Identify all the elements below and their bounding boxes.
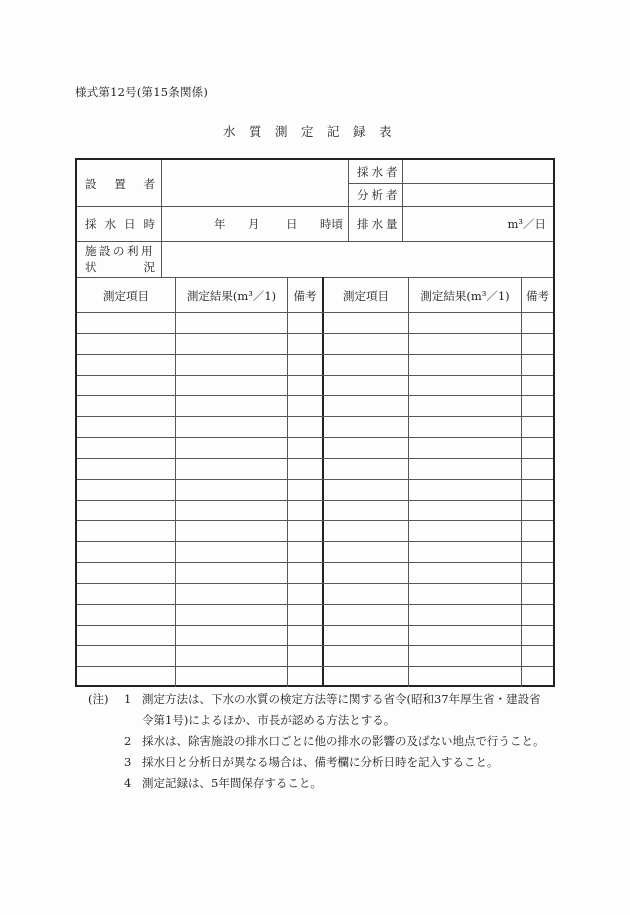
item-cell[interactable] (324, 563, 408, 583)
document-title (223, 122, 405, 140)
remarks-cell[interactable] (288, 646, 322, 666)
note-continuation (88, 710, 545, 731)
result-cell[interactable] (409, 521, 521, 541)
sampler-field[interactable] (403, 160, 553, 183)
result-cell[interactable] (176, 417, 287, 437)
title-char: 録 (353, 124, 366, 139)
item-cell[interactable] (77, 376, 175, 396)
note-text: 採水は、除害施設の排水口ごとに他の排水の影響の及ばない地点で行うこと。 (142, 734, 545, 748)
item-cell[interactable] (77, 501, 175, 521)
note-item (88, 731, 545, 752)
remarks-cell[interactable] (522, 480, 553, 500)
remarks-cell[interactable] (522, 605, 553, 625)
item-cell[interactable] (77, 480, 175, 500)
result-cell[interactable] (176, 355, 287, 375)
remarks-cell[interactable] (522, 396, 553, 416)
result-cell[interactable] (409, 646, 521, 666)
title-char: 表 (379, 124, 392, 139)
discharge-unit: m³／日 (507, 217, 546, 231)
label-char: 採 (85, 217, 97, 231)
item-cell[interactable] (324, 313, 408, 333)
remarks-cell[interactable] (288, 542, 322, 562)
sampling-datetime-label (85, 216, 155, 232)
result-cell[interactable] (176, 605, 287, 625)
remarks-cell[interactable] (522, 667, 553, 687)
notes (88, 689, 545, 794)
item-cell[interactable] (324, 501, 408, 521)
hour-unit: 時頃 (320, 217, 343, 231)
remarks-cell[interactable] (288, 501, 322, 521)
result-cell[interactable] (409, 417, 521, 437)
item-cell[interactable] (77, 438, 175, 458)
title-char: 測 (275, 124, 288, 139)
note-number: 2 (124, 734, 132, 748)
result-cell[interactable] (409, 563, 521, 583)
item-cell[interactable] (324, 584, 408, 604)
note-item (88, 773, 545, 794)
remarks-cell[interactable] (288, 334, 322, 354)
result-cell[interactable] (409, 334, 521, 354)
water-quality-record-table (75, 158, 555, 687)
result-cell[interactable] (176, 313, 287, 333)
item-cell[interactable] (77, 584, 175, 604)
remarks-cell[interactable] (288, 376, 322, 396)
label-char: 況 (143, 260, 155, 274)
item-cell[interactable] (77, 646, 175, 666)
remarks-cell[interactable] (522, 563, 553, 583)
result-cell[interactable] (176, 646, 287, 666)
result-cell[interactable] (409, 355, 521, 375)
result-cell[interactable] (409, 396, 521, 416)
remarks-cell[interactable] (522, 521, 553, 541)
remarks-cell[interactable] (522, 542, 553, 562)
item-cell[interactable] (77, 355, 175, 375)
result-cell[interactable] (409, 626, 521, 646)
result-cell[interactable] (176, 438, 287, 458)
result-cell[interactable] (409, 438, 521, 458)
label-char: 者 (143, 177, 155, 191)
item-cell[interactable] (324, 355, 408, 375)
note-number: 4 (124, 776, 132, 790)
item-cell[interactable] (77, 605, 175, 625)
day-unit: 日 (286, 217, 298, 231)
result-cell[interactable] (409, 605, 521, 625)
note-item (88, 689, 545, 710)
installer-label (85, 176, 155, 192)
remarks-cell[interactable] (522, 584, 553, 604)
item-cell[interactable] (324, 459, 408, 479)
remarks-cell[interactable] (522, 355, 553, 375)
item-cell[interactable] (324, 542, 408, 562)
item-cell[interactable] (77, 417, 175, 437)
result-cell[interactable] (176, 521, 287, 541)
item-cell[interactable] (77, 667, 175, 687)
facility-usage-label-line1: 施設の利用 (85, 244, 155, 258)
note-text: 令第1号)によるほか、市長が認める方法とする。 (142, 713, 396, 727)
result-cell[interactable] (409, 376, 521, 396)
result-cell[interactable] (176, 584, 287, 604)
remarks-cell[interactable] (522, 501, 553, 521)
remarks-cell[interactable] (522, 313, 553, 333)
label-char: 状 (85, 260, 97, 274)
label-char: 水 (104, 217, 116, 231)
result-cell[interactable] (176, 667, 287, 687)
item-cell[interactable] (324, 646, 408, 666)
installer-field[interactable] (162, 160, 348, 206)
item-cell[interactable] (77, 626, 175, 646)
note-text: 測定方法は、下水の水質の検定方法等に関する省令(昭和37年厚生省・建設省 (142, 692, 541, 706)
item-cell[interactable] (77, 396, 175, 416)
item-cell[interactable] (324, 521, 408, 541)
note-number: 3 (124, 755, 132, 769)
title-char: 質 (249, 124, 262, 139)
remarks-cell[interactable] (288, 480, 322, 500)
label-char: 日 (124, 217, 136, 231)
remarks-cell[interactable] (288, 521, 322, 541)
title-char: 記 (327, 124, 340, 139)
facility-usage-label-line2 (85, 259, 155, 275)
remarks-cell[interactable] (522, 438, 553, 458)
column-header-item: 測定項目 (103, 289, 149, 303)
remarks-cell[interactable] (288, 667, 322, 687)
column-header-result: 測定結果(m³／1) (420, 289, 510, 303)
note-text: 採水日と分析日が異なる場合は、備考欄に分析日時を記入すること。 (142, 755, 499, 769)
result-cell[interactable] (176, 396, 287, 416)
remarks-cell[interactable] (522, 459, 553, 479)
divider (77, 277, 553, 278)
result-cell[interactable] (176, 626, 287, 646)
item-cell[interactable] (77, 542, 175, 562)
remarks-cell[interactable] (288, 313, 322, 333)
remarks-cell[interactable] (288, 459, 322, 479)
label-char: 置 (114, 177, 126, 191)
form-number: 様式第12号(第15条関係) (75, 85, 209, 99)
remarks-cell[interactable] (288, 563, 322, 583)
result-cell[interactable] (176, 501, 287, 521)
remarks-cell[interactable] (288, 396, 322, 416)
result-cell[interactable] (409, 542, 521, 562)
column-header-remarks: 備考 (526, 289, 549, 303)
facility-usage-field[interactable] (162, 242, 553, 277)
column-header-remarks: 備考 (293, 289, 317, 303)
title-char: 水 (223, 124, 236, 139)
remarks-cell[interactable] (288, 605, 322, 625)
sampling-datetime-field[interactable] (162, 207, 348, 241)
remarks-cell[interactable] (288, 417, 322, 437)
remarks-cell[interactable] (288, 584, 322, 604)
result-cell[interactable] (176, 459, 287, 479)
sampler-label: 採水者 (357, 165, 401, 179)
note-text: 測定記録は、5年間保存すること。 (142, 776, 322, 790)
item-cell[interactable] (324, 480, 408, 500)
note-number: 1 (124, 692, 132, 706)
remarks-cell[interactable] (522, 646, 553, 666)
item-cell[interactable] (77, 563, 175, 583)
item-cell[interactable] (77, 521, 175, 541)
divider (348, 160, 349, 241)
result-cell[interactable] (409, 459, 521, 479)
year-unit: 年 (214, 217, 226, 231)
result-cell[interactable] (409, 667, 521, 687)
item-cell[interactable] (324, 417, 408, 437)
item-cell[interactable] (324, 396, 408, 416)
column-header-item: 測定項目 (343, 289, 389, 303)
label-char: 時 (143, 217, 155, 231)
item-cell[interactable] (77, 459, 175, 479)
remarks-cell[interactable] (522, 626, 553, 646)
item-cell[interactable] (324, 626, 408, 646)
item-cell[interactable] (77, 313, 175, 333)
result-cell[interactable] (409, 480, 521, 500)
result-cell[interactable] (409, 501, 521, 521)
result-cell[interactable] (176, 542, 287, 562)
column-header-result: 測定結果(m³／1) (186, 289, 277, 303)
month-unit: 月 (248, 217, 260, 231)
result-cell[interactable] (176, 334, 287, 354)
item-cell[interactable] (324, 334, 408, 354)
result-cell[interactable] (409, 313, 521, 333)
title-char: 定 (301, 124, 314, 139)
analyst-field[interactable] (403, 184, 553, 206)
item-cell[interactable] (77, 334, 175, 354)
result-cell[interactable] (176, 480, 287, 500)
result-cell[interactable] (176, 563, 287, 583)
remarks-cell[interactable] (522, 334, 553, 354)
notes-label: (注) (88, 692, 109, 706)
remarks-cell[interactable] (288, 438, 322, 458)
item-cell[interactable] (324, 605, 408, 625)
label-char: 設 (85, 177, 97, 191)
discharge-field[interactable] (403, 207, 553, 241)
result-cell[interactable] (409, 584, 521, 604)
analyst-label: 分析者 (357, 188, 401, 202)
note-item (88, 752, 545, 773)
remarks-cell[interactable] (288, 626, 322, 646)
remarks-cell[interactable] (522, 376, 553, 396)
item-cell[interactable] (324, 438, 408, 458)
item-cell[interactable] (324, 667, 408, 687)
remarks-cell[interactable] (522, 417, 553, 437)
result-cell[interactable] (176, 376, 287, 396)
remarks-cell[interactable] (288, 355, 322, 375)
discharge-label: 排水量 (357, 217, 401, 231)
item-cell[interactable] (324, 376, 408, 396)
